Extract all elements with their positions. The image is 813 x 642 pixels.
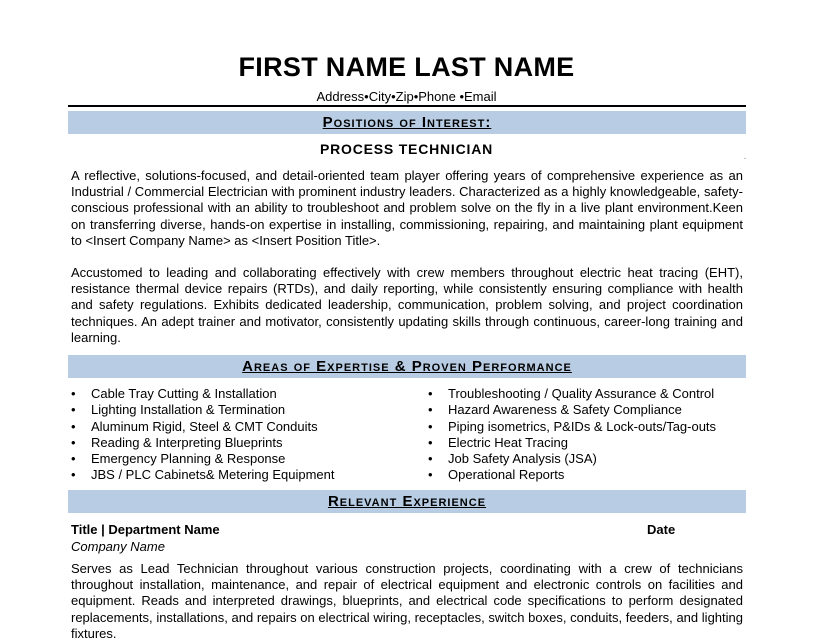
skill-item: • Troubleshooting / Quality Assurance & Control	[428, 386, 768, 402]
skill-item: • Job Safety Analysis (JSA)	[428, 451, 768, 467]
section-title-positions: Positions of Interest:	[322, 114, 492, 131]
skill-item: • Aluminum Rigid, Steel & CMT Conduits	[71, 419, 411, 435]
stray-mark: .	[744, 154, 746, 161]
section-header-experience	[68, 490, 746, 513]
skills-list-right	[428, 386, 768, 484]
target-position-title: PROCESS TECHNICIAN	[319, 141, 494, 157]
section-title-experience: Relevant Experience	[327, 493, 487, 510]
skill-item: • Lighting Installation & Termination	[71, 402, 411, 418]
contact-line: Address•City•Zip•Phone •Email	[316, 89, 497, 104]
header-divider	[68, 105, 746, 107]
skill-item: • Hazard Awareness & Safety Compliance	[428, 402, 768, 418]
skills-list-left	[71, 386, 411, 484]
summary-paragraph-1: A reflective, solutions-focused, and detail-oriented team player offering years of comprehensive experience as an Industrial / Commercial Electrician with prominent industry leaders. Characterized as a highly knowledgeable, safety-conscious professional with an ability to troubleshoot and problem solve on the fly in a live plant environment.Keen on transferring diverse, hands-on expertise in installing, commissioning, repairing, and maintaining plant equipment to <Insert Company Name> as <Insert Position Title>.	[71, 168, 743, 248]
candidate-name: FIRST NAME LAST NAME	[238, 52, 575, 82]
company-name: Company Name	[71, 539, 165, 554]
skill-item: • Operational Reports	[428, 467, 768, 483]
summary-paragraph-2: Accustomed to leading and collaborating effectively with crew members throughout electric heat tracing (EHT), resistance thermal device repairs (RTDs), and daily reporting, while consistently ensuring compliance with health and safety regulations. Exhibits dedicated leadership, communication, problem solving, and project coordination techniques. An adept trainer and motivator, consistently updating skills through continuous, career-long training and learning.	[71, 265, 743, 345]
section-header-areas	[68, 355, 746, 378]
job-date: Date	[647, 522, 676, 537]
section-header-positions	[68, 111, 746, 134]
skill-item: • Cable Tray Cutting & Installation	[71, 386, 411, 402]
skill-item: • JBS / PLC Cabinets& Metering Equipment	[71, 467, 411, 483]
skill-item: • Electric Heat Tracing	[428, 435, 768, 451]
section-title-areas: Areas of Expertise & Proven Performance	[242, 358, 572, 375]
job-description: Serves as Lead Technician throughout various construction projects, coordinating with a crew of technicians throughout installation, maintenance, and repair of electrical equipment and electronic controls on facilities and equipment. Reads and interpreted drawings, blueprints, and electrical code specifications to perform designated replacements, installations, and repairs on electrical wiring, receptacles, switch boxes, conduits, feeders, and lighting fixtures.	[71, 561, 743, 641]
skill-item: • Piping isometrics, P&IDs & Lock-outs/Tag-outs	[428, 419, 768, 435]
job-title: Title | Department Name	[71, 522, 220, 537]
skill-item: • Emergency Planning & Response	[71, 451, 411, 467]
skill-item: • Reading & Interpreting Blueprints	[71, 435, 411, 451]
